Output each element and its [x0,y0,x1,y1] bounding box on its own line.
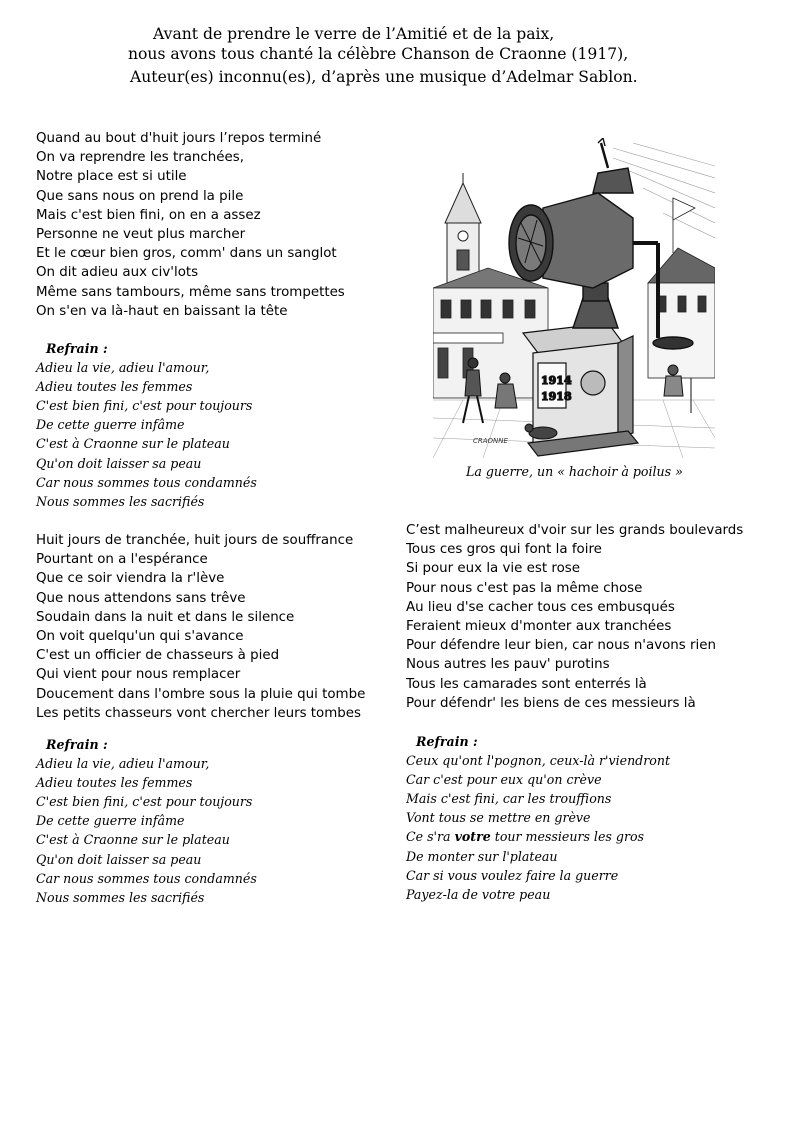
refrain-2 [36,735,257,907]
refrain-line: Ceux qu'ont l'pognon, ceux-là r'viendront [406,753,671,769]
refrain-text: tour messieurs les gros [490,829,645,845]
refrain-title: Refrain : [46,737,108,752]
verse-line: Nous autres les pauv' purotins [406,657,610,673]
refrain-line: Vont tous se mettre en grève [406,810,591,826]
refrain-line: De cette guerre infâme [36,417,185,433]
refrain-line: Car nous sommes tous condamnés [36,474,257,490]
verse-line: Au lieu d'se cacher tous ces embusqués [406,599,675,615]
refrain-line: Car c'est pour eux qu'on crève [406,772,602,788]
verse-line: Les petits chasseurs vont chercher leurs tombes [36,705,362,721]
refrain-line: Nous sommes les sacrifiés [36,889,205,905]
refrain-line: Car nous sommes tous condamnés [36,870,257,886]
refrain-line: Mais c'est fini, car les trouffions [406,791,612,807]
verse-line: On dit adieu aux civ'lots [36,265,199,281]
plaque-year-1918: 1918 [541,390,572,403]
header-line-1: Avant de prendre le verre de l’Amitié et de la paix, [153,25,555,43]
plaque-year-1914: 1914 [541,374,572,387]
refrain-line: Nous sommes les sacrifiés [36,493,205,509]
verse-line: Huit jours de tranchée, huit jours de souffrance [36,533,354,548]
verse-line: C'est un officier de chasseurs à pied [36,648,280,664]
verse-line: Pourtant on a l'espérance [36,552,208,568]
verse-line: Tous ces gros qui font la foire [406,542,602,558]
refrain-line: Adieu la vie, adieu l'amour, [36,360,210,376]
verse-line: Pour défendre leur bien, car nous n'avons rien [406,638,716,654]
refrain-title: Refrain : [416,734,478,749]
verse-line: Pour défendr' les biens de ces messieurs là [406,695,696,711]
refrain-title: Refrain : [46,341,108,356]
refrain-line: Payez-la de votre peau [406,886,551,902]
verse-line: Feraient mieux d'monter aux tranchées [406,618,672,634]
verse-line: Soudain dans la nuit et dans le silence [36,609,295,625]
verse-line: Même sans tambours, même sans trompettes [36,284,345,300]
refrain-line: C'est à Craonne sur le plateau [36,436,230,452]
verse-line: Que nous attendons sans trêve [36,590,246,606]
refrain-text: Ce s'ra [406,829,455,845]
verse-line: C’est malheureux d'voir sur les grands boulevards [406,523,744,538]
verse-line: On va reprendre les tranchées, [36,150,244,166]
refrain-line: C'est bien fini, c'est pour toujours [36,398,253,414]
refrain-line: Qu'on doit laisser sa peau [36,455,202,471]
emphasized-word: votre [454,829,491,845]
header-line-3: Auteur(es) inconnu(es), d’après une musique d’Adelmar Sablon. [130,68,638,86]
verse-line: Quand au bout d'huit jours l’repos terminé [36,131,322,146]
refrain-1 [36,339,257,511]
header-line-2: nous avons tous chanté la célèbre Chanson de Craonne (1917), [128,45,629,63]
verse-2 [36,531,365,723]
refrain-line: De cette guerre infâme [36,813,185,829]
verse-line: Que sans nous on prend la pile [36,188,244,204]
verse-3 [406,521,743,713]
verse-line: Notre place est si utile [36,169,187,185]
refrain-line: Adieu toutes les femmes [36,775,193,791]
refrain-line: De monter sur l'plateau [406,848,558,864]
verse-line: On s'en va là-haut en baissant la tête [36,303,288,319]
verse-line: Doucement dans l'ombre sous la pluie qui tombe [36,686,366,702]
verse-line: Si pour eux la vie est rose [406,561,580,577]
verse-1 [36,129,345,321]
verse-line: Mais c'est bien fini, on en a assez [36,207,261,223]
refrain-line: Qu'on doit laisser sa peau [36,851,202,867]
refrain-line: C'est bien fini, c'est pour toujours [36,794,253,810]
verse-line: On voit quelqu'un qui s'avance [36,628,244,644]
artist-signature: CRAONNE [473,437,508,445]
verse-line: Qui vient pour nous remplacer [36,667,241,683]
refrain-line [406,827,670,846]
refrain-3 [406,732,670,904]
refrain-line: Car si vous voulez faire la guerre [406,867,619,883]
verse-line: Tous les camarades sont enterrés là [406,676,647,692]
illustration-caption: La guerre, un « hachoir à poilus » [466,464,683,479]
verse-line: Pour nous c'est pas la même chose [406,580,643,596]
verse-line: Personne ne veut plus marcher [36,226,246,242]
verse-line: Que ce soir viendra la r'lève [36,571,225,587]
refrain-line: Adieu toutes les femmes [36,379,193,395]
verse-line: Et le cœur bien gros, comm' dans un sanglot [36,246,337,262]
refrain-line: C'est à Craonne sur le plateau [36,832,230,848]
meat-grinder-illustration [433,138,715,458]
refrain-line: Adieu la vie, adieu l'amour, [36,756,210,772]
